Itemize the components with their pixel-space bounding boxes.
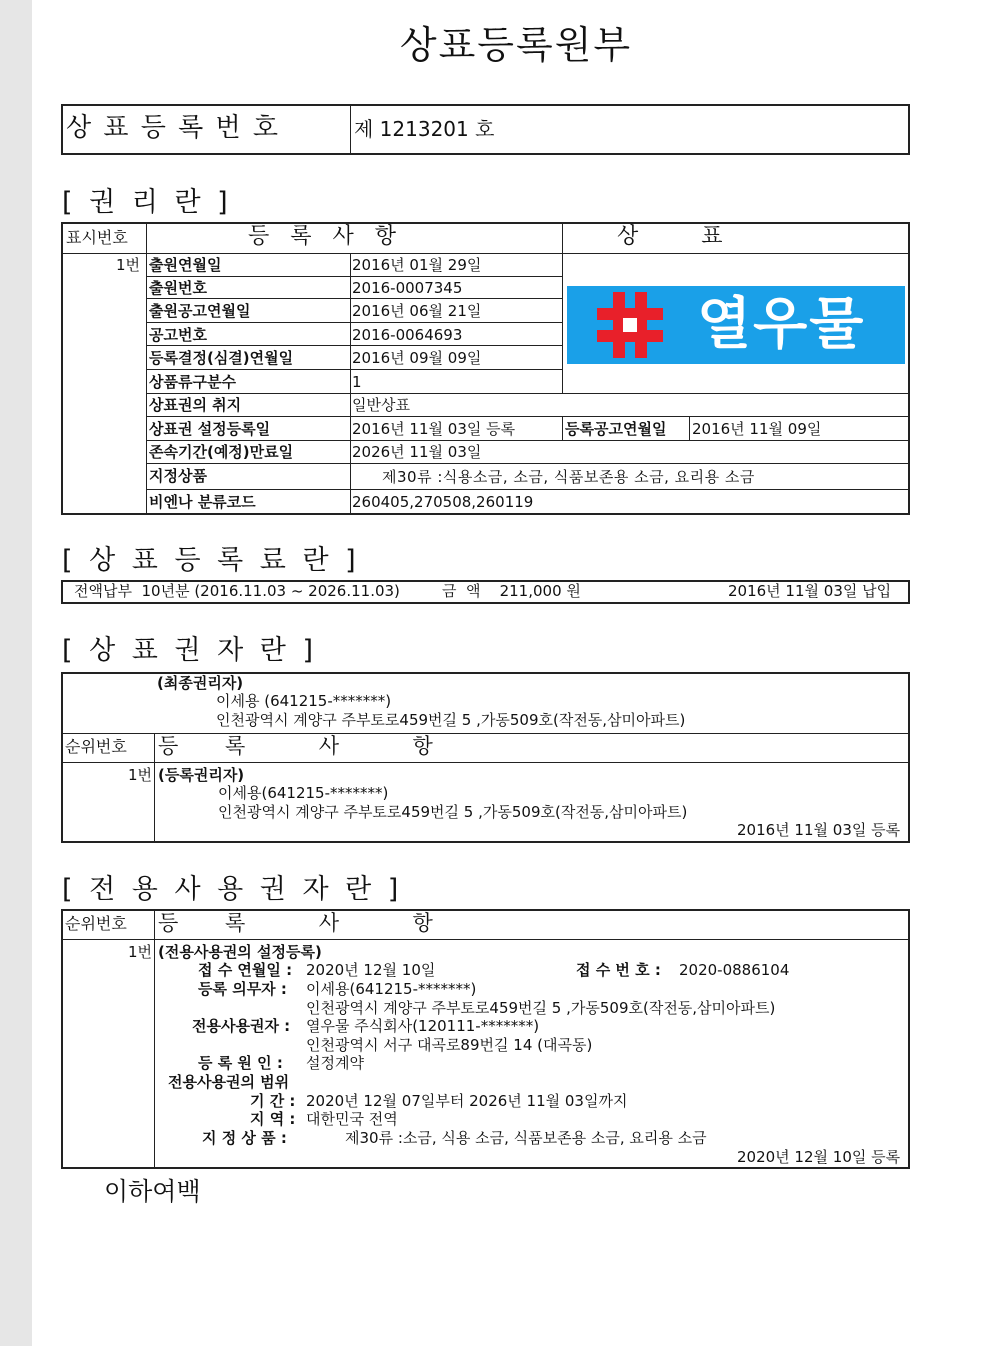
exclusive-period-label: 기 간 :	[250, 1092, 296, 1110]
rights-label-reg-publication-date: 등록공고연월일	[565, 420, 667, 438]
document-page	[32, 0, 1000, 1346]
trademark-text: 열우물	[697, 292, 866, 357]
rights-label-publication-date: 출원공고연월일	[149, 302, 251, 320]
document-title: 상표등록원부	[399, 23, 633, 67]
rights-value-vienna-code: 260405,270508,260119	[352, 493, 534, 511]
exclusive-goods-label: 지 정 상 품 :	[202, 1129, 287, 1147]
rights-col-items: 등 록 사 항	[248, 224, 396, 249]
rights-value-designated-goods: 제30류 :식용소금, 소금, 식품보존용 소금, 요리용 소금	[382, 468, 755, 486]
rights-value-application-date: 2016년 01월 29일	[352, 256, 482, 274]
rights-label-application-number: 출원번호	[149, 279, 207, 297]
rights-label-registration-date: 상표권 설정등록일	[149, 420, 271, 438]
exclusive-col-items: 등 록 사 항	[158, 911, 433, 935]
rights-value-mark-type: 일반상표	[352, 396, 410, 414]
exclusive-region-label: 지 역 :	[250, 1110, 296, 1128]
exclusive-cause: 설정계약	[306, 1054, 364, 1072]
exclusive-period: 2020년 12월 07일부터 2026년 11월 03일까지	[306, 1092, 628, 1110]
rights-value-reg-publication-date: 2016년 11월 09일	[692, 420, 822, 438]
exclusive-licensee-address: 인천광역시 서구 대곡로89번길 14 (대곡동)	[306, 1036, 593, 1054]
owner-final-name: 이세용 (641215-*******)	[216, 692, 392, 710]
owner-col-index: 순위번호	[65, 737, 127, 756]
owner-registrant-address: 인천광역시 계양구 주부토로459번길 5 ,가동509호(작전동,삼미아파트)	[218, 803, 688, 821]
rights-label-mark-type: 상표권의 취지	[149, 396, 242, 414]
rights-value-publication-date: 2016년 06월 21일	[352, 302, 482, 320]
rights-row-number: 1번	[116, 256, 141, 274]
footer-blank-note: 이하여백	[104, 1177, 201, 1206]
rights-value-publication-number: 2016-0064693	[352, 326, 463, 344]
rights-col-index: 표시번호	[66, 228, 128, 247]
owner-registrant-label: (등록권리자)	[158, 766, 245, 784]
exclusive-scope-label: 전용사용권의 범위	[168, 1073, 290, 1091]
owner-final-address: 인천광역시 계양구 주부토로459번길 5 ,가동509호(작전동,삼미아파트)	[216, 711, 686, 729]
exclusive-obligor-label: 등록 의무자 :	[198, 980, 287, 998]
exclusive-receipt-number: 2020-0886104	[679, 961, 790, 979]
owner-col-items: 등 록 사 항	[158, 734, 433, 758]
registration-number-value: 제 1213201 호	[354, 117, 495, 141]
exclusive-head: (전용사용권의 설정등록)	[158, 943, 322, 961]
owner-row-number: 1번	[128, 766, 153, 784]
exclusive-region: 대한민국 전역	[306, 1110, 398, 1128]
exclusive-row-number: 1번	[128, 943, 153, 961]
exclusive-obligor-name: 이세용(641215-*******)	[306, 980, 477, 998]
rights-label-application-date: 출원연월일	[149, 256, 222, 274]
rights-value-expiry-date: 2026년 11월 03일	[352, 443, 482, 461]
rights-label-class-count: 상품류구분수	[149, 373, 236, 391]
rights-value-decision-date: 2016년 09월 09일	[352, 349, 482, 367]
rights-label-decision-date: 등록결정(심결)연월일	[149, 349, 294, 367]
exclusive-receipt-number-label: 접 수 번 호 :	[576, 961, 661, 979]
fee-section-title: [ 상 표 등 록 료 란 ]	[62, 545, 360, 576]
rights-col-mark: 상 표	[617, 224, 723, 249]
exclusive-section-title: [ 전 용 사 용 권 자 란 ]	[62, 874, 403, 905]
rights-value-class-count: 1	[352, 373, 362, 391]
exclusive-cause-label: 등 록 원 인 :	[198, 1054, 283, 1072]
owner-registrant-name: 이세용(641215-*******)	[218, 784, 389, 802]
fee-payment: 전액납부 10년분 (2016.11.03 ~ 2026.11.03)	[74, 582, 400, 600]
rights-value-application-number: 2016-0007345	[352, 279, 463, 297]
exclusive-receipt-date: 2020년 12월 10일	[306, 961, 436, 979]
owner-registration-date: 2016년 11월 03일 등록	[737, 821, 901, 839]
exclusive-goods: 제30류 :소금, 식용 소금, 식품보존용 소금, 요리용 소금	[345, 1129, 707, 1147]
owner-section-title: [ 상 표 권 자 란 ]	[62, 635, 317, 666]
rights-label-vienna-code: 비엔나 분류코드	[149, 493, 256, 511]
exclusive-col-index: 순위번호	[65, 914, 127, 933]
registration-number-label: 상 표 등 록 번 호	[66, 113, 281, 143]
rights-label-publication-number: 공고번호	[149, 326, 207, 344]
rights-value-registration-date: 2016년 11월 03일 등록	[352, 420, 516, 438]
exclusive-licensee-name: 열우물 주식회사(120111-*******)	[306, 1017, 540, 1035]
exclusive-obligor-address: 인천광역시 계양구 주부토로459번길 5 ,가동509호(작전동,삼미아파트)	[306, 999, 776, 1017]
owner-final-label: (최종권리자)	[157, 674, 244, 692]
exclusive-licensee-label: 전용사용권자 :	[192, 1017, 291, 1035]
fee-paid-date: 2016년 11월 03일 납입	[728, 582, 892, 600]
trademark-logo	[567, 286, 905, 364]
rights-section-title: [ 권 리 란 ]	[62, 187, 232, 218]
exclusive-receipt-date-label: 접 수 연월일 :	[198, 961, 293, 979]
exclusive-registration-date: 2020년 12월 10일 등록	[737, 1148, 901, 1166]
rights-label-expiry-date: 존속기간(예정)만료일	[149, 443, 294, 461]
fee-amount: 금 액 211,000 원	[442, 582, 581, 600]
hash-icon	[595, 290, 665, 360]
rights-label-designated-goods: 지정상품	[149, 467, 207, 485]
